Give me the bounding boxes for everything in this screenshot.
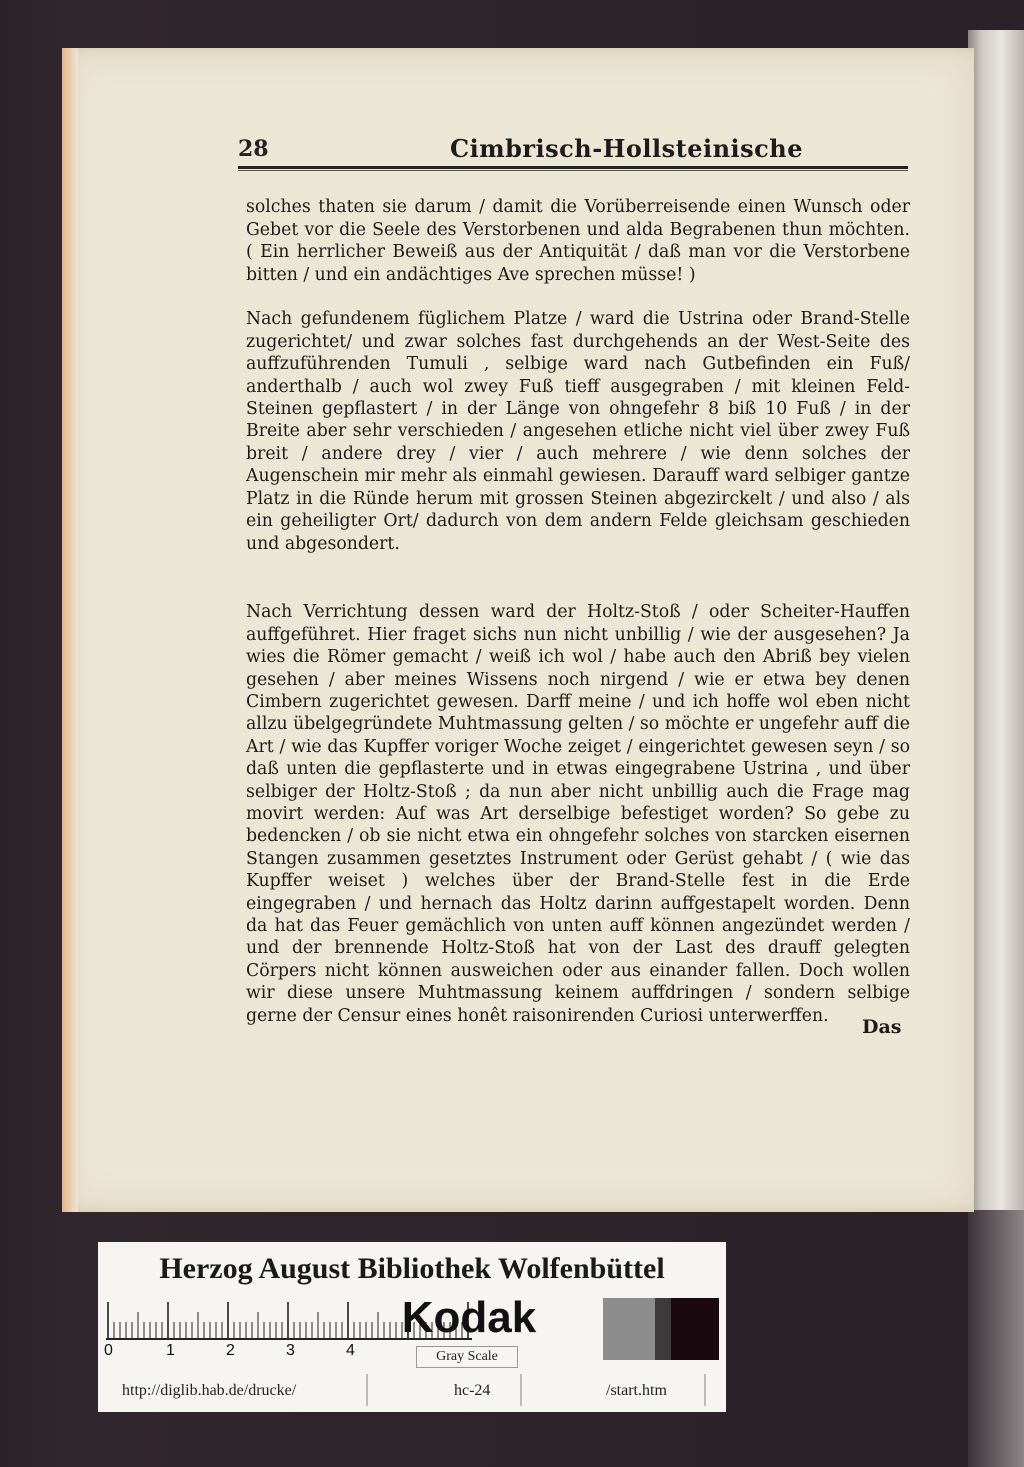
- gray-scale-label: Gray Scale: [416, 1346, 518, 1368]
- next-leaf-edge-lower: [968, 1210, 1024, 1467]
- next-leaf-edge: [968, 30, 1024, 1230]
- gray-patch-mid: [603, 1298, 655, 1360]
- paragraph-1: solches thaten sie darum / damit die Vorüberreisende einen Wunsch oder Gebet vor die Seele des Verstorbenen und alda Begrabenen thun möchten. ( Ein herrlicher Beweiß aus der Antiquität / daß man vor die Verstorbene bitten / und ein andächtiges Ave sprechen müsse! ): [246, 197, 910, 285]
- library-name: Herzog August Bibliothek Wolfenbüttel: [159, 1252, 665, 1285]
- ruler-label: 2: [226, 1342, 235, 1359]
- url-row: [98, 1372, 726, 1408]
- body-text: [246, 174, 910, 1049]
- ruler-label: 3: [286, 1342, 295, 1359]
- catchword: Das: [862, 1016, 902, 1038]
- paragraph-3: Nach Verrichtung dessen ward der Holtz-Stoß / oder Scheiter-Hauffen auffgeführet. Hier fraget sichs nun nicht unbillig / wie der ausgesehen? Ja wies die Römer gemacht / weiß ich wol / habe auch den Abriß bey vielen gesehen / aber meines Wissens noch nirgend / wie er etwa bey denen Cimbern zugerichtet gewesen. Darff meine / und ich hoffe wol eben nicht allzu übelgegründete Muhtmassung gelten / so möchte er ungefehr auff die Art / wie das Kupffer voriger Woche zeiget / eingerichtet gewesen seyn / so daß unten die gepflasterte und in etwas eingegrabene Ustrina , und über selbiger der Holtz-Stoß ; da nun aber nicht unbillig auch die Frage mag movirt werden: Auf was Art derselbige befestiget worden? So gebe zu bedencken / ob sie nicht etwa ein ohngefehr solches von starcken eisernen Stangen zusammen gesetztes Instrument oder Gerüst gehabt / ( wie das Kupffer weiset ) welches über der Brand-Stelle fest in die Erde eingegraben / und hernach das Holtz darinn auffgestapelt worden. Denn da hat das Feuer gemächlich von unten auff können angezündet werden / und der brennende Holtz-Stoß hat von der Last des drauff gelegten Cörpers nicht können ausweichen oder aus einander fallen. Doch wollen wir diese unsere Muhtmassung keinem auffdringen / sondern selbige gerne der Censur eines honêt raisonirenden Curiosi unterwerffen.: [246, 602, 911, 1026]
- header-rule: [238, 166, 908, 171]
- gray-patches: [603, 1298, 719, 1360]
- ruler-label: 1: [166, 1342, 175, 1359]
- paragraph-2: Nach gefundenem füglichem Platze / ward die Ustrina oder Brand-Stelle zugerichtet/ und zwar solches fast durchgehends an der West-Seite des auffzuführenden Tumuli , selbige ward nach Gutbefinden ein Fuß/ anderthalb / auch wol zwey Fuß tieff ausgegraben / mit kleinen Feld-Steinen gepflastert / in der Länge von ohngefehr 8 biß 10 Fuß / in der Breite aber sehr verschieden / angesehen etliche nicht viel über zwey Fuß breit / andere drey / vier / auch mehrere / wie denn solches der Augenschein mir mehr als einmahl gewiesen. Darauff ward selbiger gantze Platz in die Ründe herum mit grossen Steinen abgezirckelt / und also / als ein geheiligter Ort/ dadurch von dem andern Felde gleichsam geschieden und abgesondert.: [246, 309, 910, 554]
- page-number: 28: [238, 136, 269, 162]
- url-divider: [366, 1374, 368, 1406]
- ruler-label: 4: [346, 1342, 355, 1359]
- url-divider: [704, 1374, 706, 1406]
- ruler-label: 0: [104, 1342, 113, 1359]
- url-right: /start.htm: [606, 1382, 667, 1399]
- gray-patch-dark: [655, 1298, 671, 1360]
- url-middle: hc-24: [454, 1382, 491, 1399]
- url-divider: [520, 1374, 522, 1406]
- running-title: Cimbrisch-Hollsteinische: [450, 134, 804, 163]
- page-header: [238, 134, 912, 168]
- kodak-logo: Kodak: [401, 1293, 537, 1342]
- url-left: http://diglib.hab.de/drucke/: [122, 1382, 297, 1399]
- gray-patch-black: [671, 1298, 719, 1360]
- color-calibration-bar: [98, 1242, 726, 1412]
